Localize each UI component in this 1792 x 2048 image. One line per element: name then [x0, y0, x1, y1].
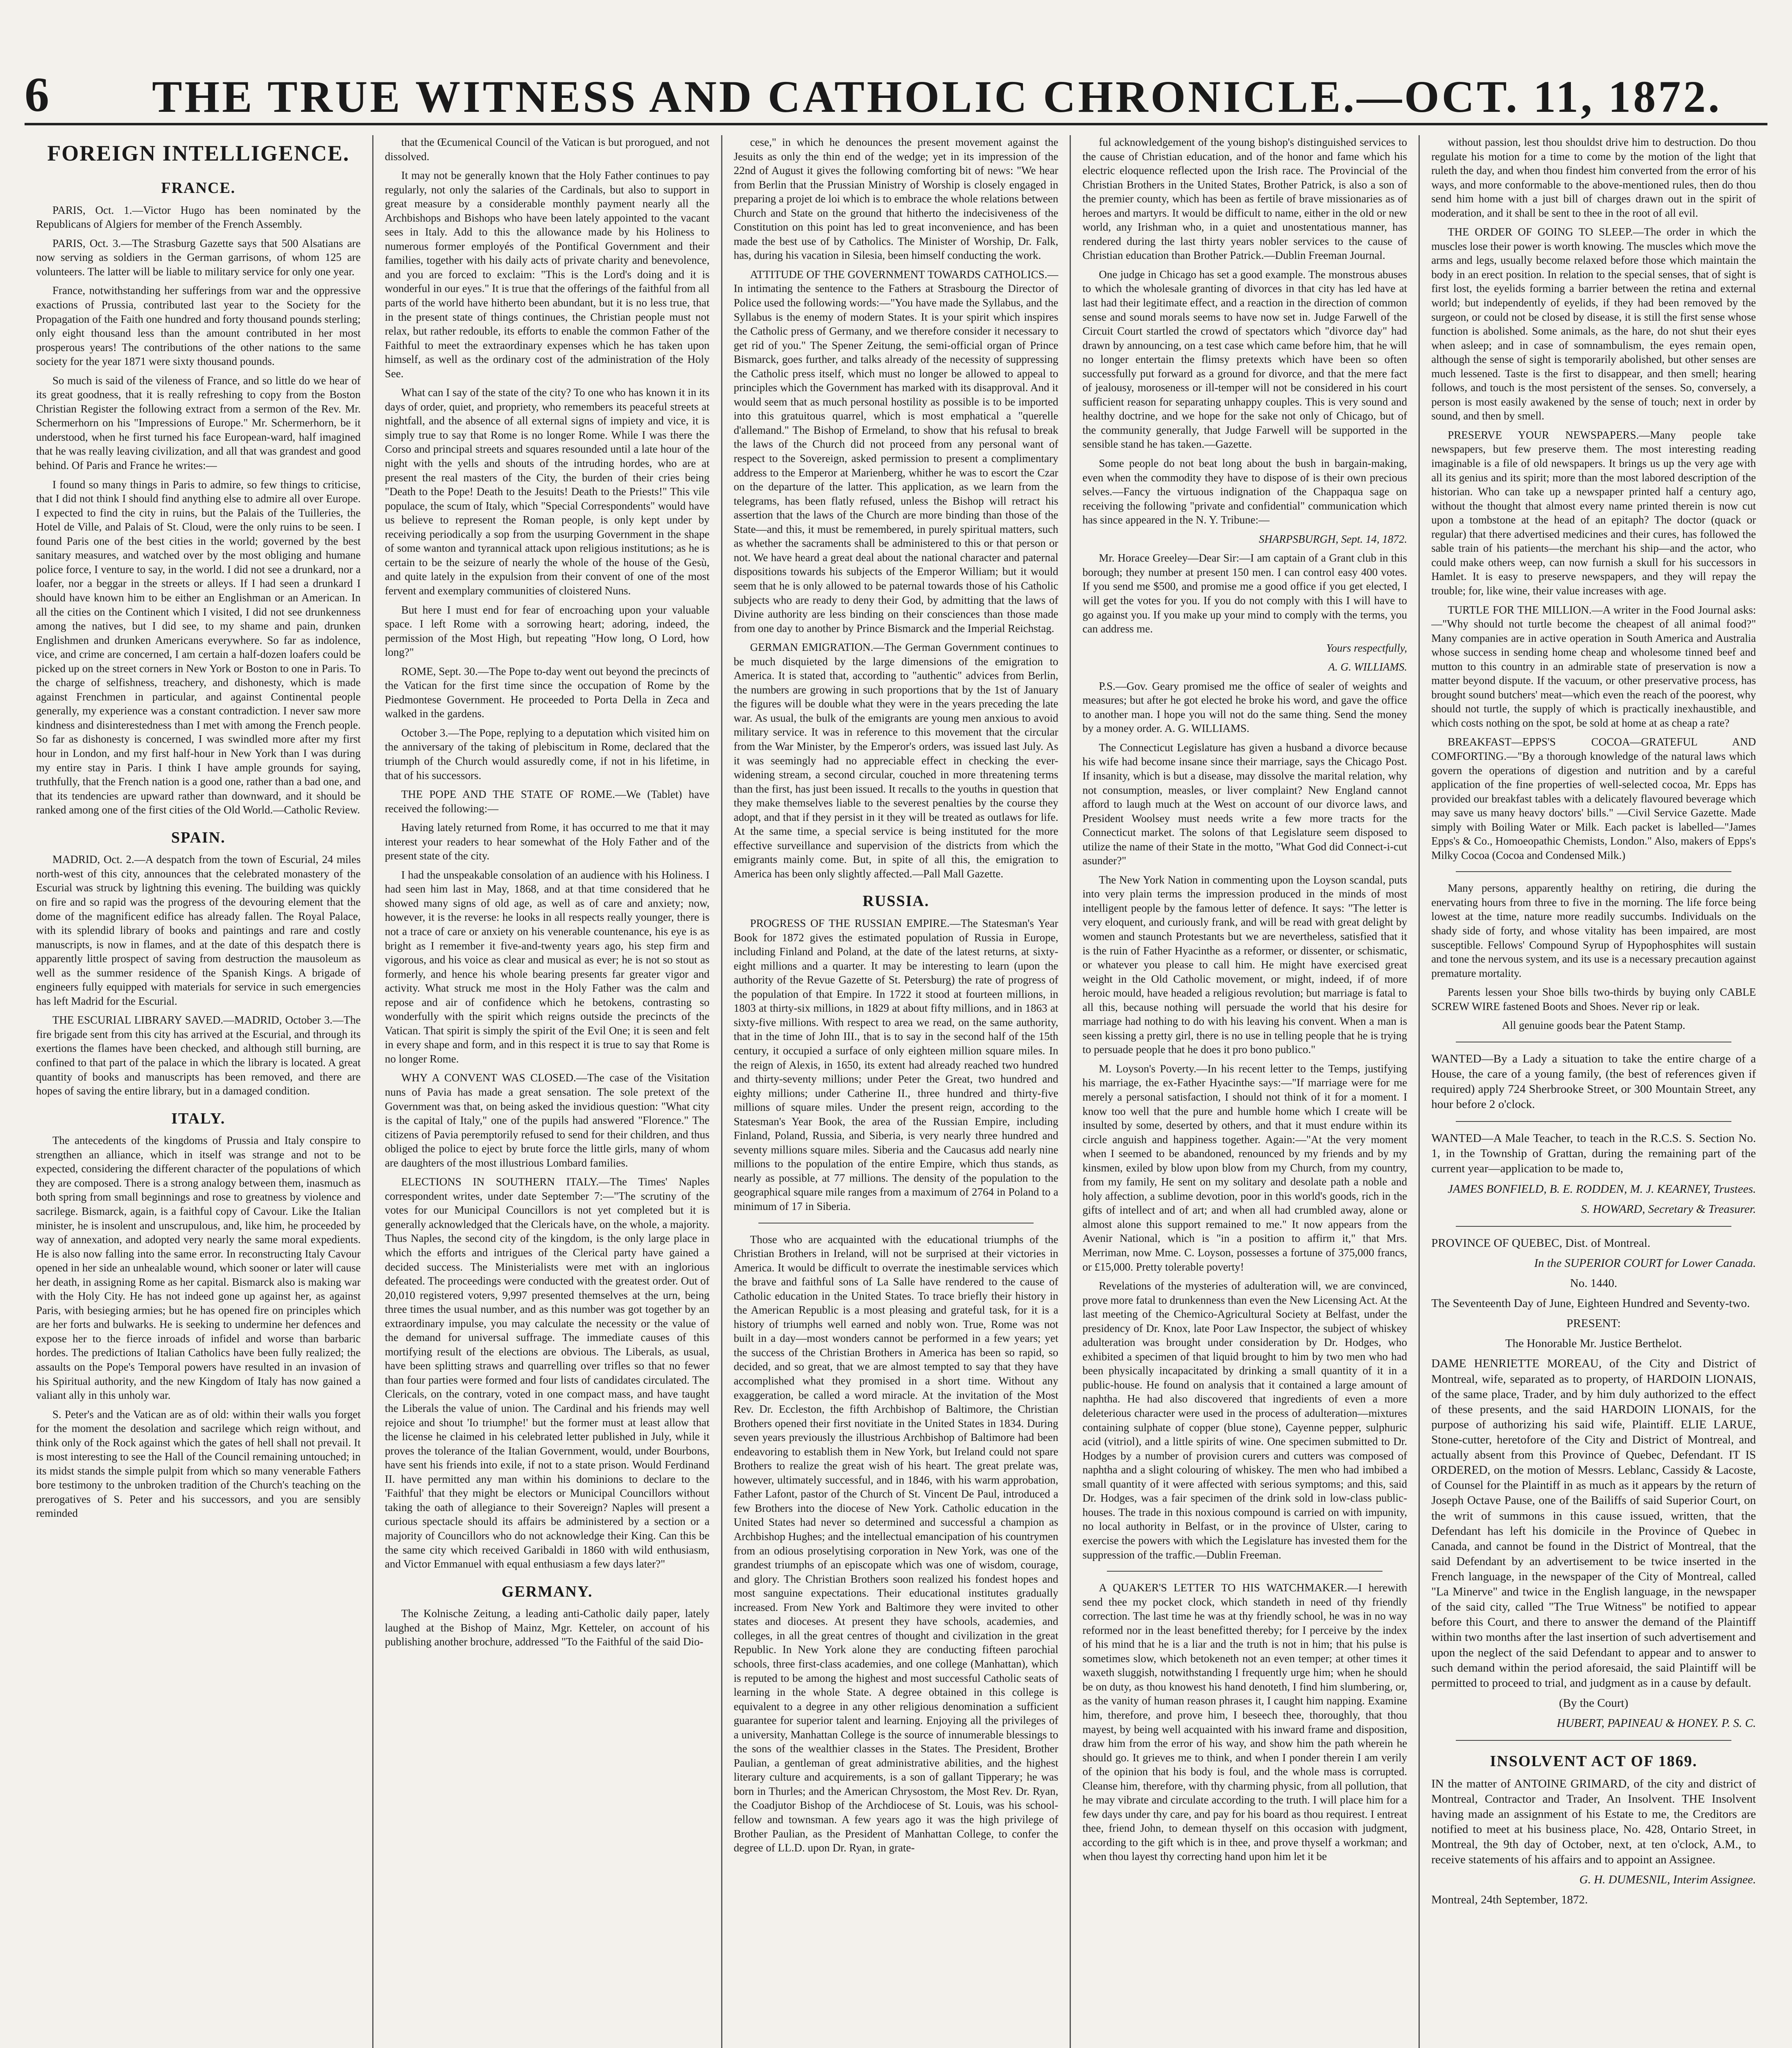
letter-signature: A. G. WILLIAMS. [1328, 661, 1407, 673]
column-4 [1071, 135, 1420, 2048]
court-province: PROVINCE OF QUEBEC, Dist. of Montreal. [1431, 1236, 1651, 1250]
article-paragraph: One judge in Chicago has set a good example. The monstrous abuses to which the wholesale granting of divorces in that city has led have at last had their legitimate effect, and a reaction in the direction of common sense and sound morals seems to have now set in. Judge Farwell of the Circuit Court startled the crowd of spectators which "divorce day" had drawn by announcing, on a test case which came before him, that he will no longer entertain the flimsy pretexts which have been so often successfully put forward as a ground for divorce, and that the mere fact of jealousy, moroseness or ill-temper will not be considered in his court sufficient reason for separating unhappy couples. This is very sound and healthy doctrine, and we hope for the sake not only of Chicago, but of the community generally, that Judge Farwell will be supported in the sensible stand he has taken.—Gazette. [1082, 268, 1407, 451]
article-paragraph: ful acknowledgement of the young bishop's distinguished services to the cause of Christian education, and of the honor and fame which his electric eloquence reflected upon the Irish race. The Provincial of the Christian Brothers in the United States, Brother Patrick, is also a son of the premier county, which has been as fertile of brave missionaries as of heroes and martyrs. It would be difficult to name, either in the old or new world, any Irishman who, in a quiet and unostentatious manner, has rendered during the last thirty years nobler services to the cause of Christian education than Brother Patrick.—Dublin Freeman Journal. [1082, 136, 1407, 262]
article-paragraph: P.S.—Gov. Geary promised me the office of sealer of weights and measures; but after he got elected he broke his word, and gave the office to another man. I hope you will not do the same thing. Send the money by a money order. A. G. WILLIAMS. [1082, 680, 1407, 735]
country-heading-italy: ITALY. [171, 1110, 226, 1127]
article-paragraph: GERMAN EMIGRATION.—The German Government continues to be much disquieted by the large dimensions of the emigration to America. It is stated that, according to "authentic" advices from Berlin, the numbers are growing in such proportions that by the 1st of January the figures will be double what they were in the years preceding the late war. As usual, the bulk of the emigrants are young men anxious to avoid military service. It was in reference to this movement that the circular from the War Minister, by the Emperor's orders, was issued last July. As it was seemingly had no appreciable effect in checking the ever-widening stream, a second circular, couched in more threatening terms than the first, has just been issued. It recalls to the youths in question that they make themselves liable to the severest penalties by the course they adopt, and that if they persist in it they will be treated as outlaws for life. At the same time, a special service is being instituted for the more effective surveillance and supervision of the districts from which the emigrants mainly come. But, in spite of all this, the emigration to America has been only slightly affected.—Pall Mall Gazette. [733, 641, 1059, 880]
insolvent-signature: G. H. DUMESNIL, Interim Assignee. [1579, 1873, 1756, 1887]
article-paragraph: THE ESCURIAL LIBRARY SAVED.—MADRID, October 3.—The fire brigade sent from this city has arrived at the Escurial, and through its exertions the flames have been checked, and although still burning, are confined to that part of the palace in which the library is located. A great quantity of books and manuscripts has been removed, and there are hopes of saving the entire library, but in a damaged condition. [36, 1014, 361, 1097]
ad-wanted-teacher: WANTED—A Male Teacher, to teach in the R.C.S. S. Section No. 1, in the Township of Grattan, during the remaining part of the current year—application to be made to, [1431, 1132, 1756, 1176]
article-paragraph: M. Loyson's Poverty.—In his recent letter to the Temps, justifying his marriage, the ex-Father Hyacinthe says:—"If marriage were for me merely a personal satisfaction, I should not think of it for a moment. I know too well that the pure and humble home which I create will be insulted by some, deserted by others, and that it must endure within its circle anguish and happiness together. Again:—"At the very moment when I seemed to be abandoned, renounced by my friends and by my kinsmen, exiled by blow upon blow from my Church, from my country, from my family, He sent on my solitary and desolate path a noble and holy affection, a sublime devotion, poor in this world's goods, rich in the gifts of intellect and of art; and when all had crumbled away, alone or almost alone this support remained to me." It now appears from the Avenir National, which is "in a position to affirm it," that Mrs. Merriman, now Mme. C. Loyson, possesses a fortune of 375,000 francs, or £15,000. Pretty tolerable poverty! [1082, 1062, 1407, 1273]
court-present: PRESENT: [1566, 1317, 1621, 1330]
ad-trustees: JAMES BONFIELD, B. E. RODDEN, M. J. KEARNEY, Trustees. [1448, 1182, 1756, 1196]
article-paragraph: France, notwithstanding her sufferings from war and the oppressive exactions of Prussia, contributed last year to the Society for the Propagation of the Faith one hundred and forty thousand pounds sterling; only eight thousand less than the amount contributed in her most prosperous years! The contributions of the other nations to the same society for the year 1871 were sixty thousand pounds. [36, 284, 361, 368]
article-paragraph: BREAKFAST—EPPS'S COCOA—GRATEFUL AND COMFORTING.—"By a thorough knowledge of the natural laws which govern the operations of digestion and nutrition and by a careful application of the fine properties of well-selected cocoa, Mr. Epps has provided our breakfast tables with a delicately flavoured beverage which may save us many heavy doctors' bills." —Civil Service Gazette. Made simply with Boiling Water or Milk. Each packet is labelled—"James Epps's & Co., Homoeopathic Chemists, London." Also, makers of Epps's Milky Cocoa (Cocoa and Condensed Milk.) [1431, 736, 1756, 861]
article-paragraph: I had the unspeakable consolation of an audience with his Holiness. I had seen him last in May, 1868, and at that time considered that he showed many signs of old age, as well as of care and anxiety; now, however, it is the reverse: he looks in all respects really younger, there is not a trace of care or anxiety on his venerable countenance, his eye is as bright as I remember it five-and-twenty years ago, his step firm and vigorous, and his voice as clear and musical as ever; he is not so stout as formerly, and hence his whole bearing presents far greater vigor and activity. What struck me most in the Holy Father was the calm and repose and air of confidence which he betokens, contrasting so wonderfully with the spirit which reigns outside the precincts of the Vatican. That spirit is simply the spirit of the Evil One; it is seen and felt in every shape and form, and in this respect it is true to say that Rome is no longer Rome. [385, 868, 710, 1065]
article-paragraph: Some people do not beat long about the bush in bargain-making, even when the commodity they have to dispose of is their own precious selves.—Fancy the virtuous indignation of the Chappaqua sage on receiving the following "private and confidential" communication which has since appeared in the N. Y. Tribune:— [1082, 457, 1407, 526]
article-paragraph: The Connecticut Legislature has given a husband a divorce because his wife had become insane since their marriage, says the Chicago Post. If insanity, which is but a disease, may dissolve the marital relation, why not consumption, measles, or liver complaint? New England cannot afford to laugh much at the West on account of our divorce laws, and President Woolsey must needs write a few more tracts for the Connecticut market. The solons of that Legislature seem disposed to utilize the name of their State in the motto, "What God did Connect-i-cut asunder?" [1082, 741, 1407, 867]
court-signature: HUBERT, PAPINEAU & HONEY. P. S. C. [1557, 1716, 1756, 1730]
article-paragraph: The antecedents of the kingdoms of Prussia and Italy conspire to strengthen an alliance, which in itself was strange and not to be expected, considering the different character of the populations of which they are composed. There is a strong analogy between them, inasmuch as both spring from small beginnings and rose to greatness by violence and sacrilege. Bismarck, again, is a faithful copy of Cavour. Like the Italian minister, he is insolent and unscrupulous, and, like him, he proceeded by way of annexation, and adopted very nearly the same moral expedients. He is also now falling into the same error. In reconstructing Italy Cavour opened in her side an unhealable wound, which sooner or later will cause her death, in assigning Rome as her capital. Bismarck also is making war with the Holy City. He has not indeed gone up against her, as against Paris, with besieging armies; but he has opened fire on principles which are her forts and bulwarks. He is seeking to undermine her defences and expose her to the fierce inroads of infidel and worse than barbaric hordes. The predictions of Italian Catholics have been fully realized; the assaults on the Pope's Temporal powers have resulted in an invasion of his Spiritual authority, and the new Kingdom of Italy has now gained a valiant ally in this unholy war. [36, 1134, 361, 1402]
article-paragraph: ELECTIONS IN SOUTHERN ITALY.—The Times' Naples correspondent writes, under date September 7:—"The scrutiny of the votes for our Municipal Councillors is not yet completed but it is generally acknowledged that the Clericals have, on the whole, a majority. Thus Naples, the second city of the kingdom, is the only large place in which the efforts and intrigues of the Clerical party have gained a decided success. The Ministerialists were met with an inglorious defeated. The proceedings were conducted with the greatest order. Out of 20,010 registered voters, 9,997 presented themselves at the urn, being three times the usual number, and as this number was got together by an extraordinary impulse, you may calculate the necessity or the value of the demand for universal suffrage. The immediate causes of this mortifying result of the elections are obvious. The Liberals, as usual, have been splitting straws and quarrelling over trifles so that no fewer than four parties were formed and four lists of candidates circulated. The Clericals, on the contrary, voted in one compact mass, and have taught the Liberals the value of union. The Cardinal and his friends may well rejoice and shout 'Io triumphe!' but the former must at least allow that the license he claimed in his celebrated letter published in July, while it proves the tolerance of the Italian Government, would, under Bourbons, have sent his friends into exile, if not to a state prison. Would Ferdinand II. have permitted any man within his dominions to declare to the 'Faithful' that they might be electors or Municipal Councillors without taking the oath of allegiance to their Sovereign? Naples will present a curious spectacle should its affairs be administered by a section or a majority of Councillors who do not acknowledge their King. Can this be the same city which received Garibaldi in 1860 with wild enthusiasm, and Victor Emmanuel with equal enthusiasm a few days later?" [385, 1176, 710, 1570]
column-3 [722, 135, 1071, 2048]
article-paragraph: So much is said of the vileness of France, and so little do we hear of its great goodness, that it is really refreshing to copy from the Boston Christian Register the following extract from a sermon of the Rev. Mr. Schermerhorn on his "Impressions of Europe." Mr. Schermerhorn, be it understood, when he first turned his face European-ward, half imagined that he was really leaving civilization, and all that was grandest and good behind. Of Paris and France he writes:— [36, 374, 361, 472]
article-paragraph: THE ORDER OF GOING TO SLEEP.—The order in which the muscles lose their power is worth knowing. The muscles which move the arms and legs, usually become relaxed before those which maintain the body in an erect position. In relation to the special senses, that of sight is first lost, the eyelids forming a barrier between the retina and external world; but independently of eyelids, if they had been removed by the surgeon, or could not be closed by disease, it is still the first sense whose function is abolished. Some animals, as the hare, do not shut their eyes when asleep; and in case of somnambulism, the eyes remain open, although the sense of sight is temporarily abolished, but other senses are much lessened. Taste is the first to disappear, and then smell; hearing follows, and touch is the most persistent of the senses. So, conversely, a person is most easily awakened by the sense of touch; next in order by sound, and then by smell. [1431, 226, 1756, 422]
court-judge: The Honorable Mr. Justice Berthelot. [1505, 1337, 1682, 1350]
article-paragraph: PARIS, Oct. 3.—The Strasburg Gazette says that 500 Alsatians are now serving as soldiers in the German garrisons, of whom 125 are volunteers. The latter will be liable to military service for only one year. [36, 237, 361, 278]
column-2 [373, 135, 722, 2048]
article-paragraph: Revelations of the mysteries of adulteration will, we are convinced, prove more fatal to drunkenness than even the New Licensing Act. At the last meeting of the Chemico-Agricultural Society at Belfast, under the presidency of Dr. Knox, late Poor Law Inspector, the subject of whiskey adulteration was brought under consideration by Dr. Hodges, who exhibited a specimen of that liquid brought to him by two men who had been physically incapacitated by drinking a small quantity of it in a public-house. He found on analysis that it contained a large amount of naphtha. He had also discovered that ingredients of even a more deleterious character were used in the process of adulteration—mixtures containing sulphate of copper (blue stone), Cayenne pepper, sulphuric acid (vitriol), and a little spirits of wine. One specimen submitted to Dr. Hodges by a number of provision curers and cutters was composed of naphtha and a slight colouring of whiskey. The men who had imbibed a small quantity of it were affected with serious symptoms; and this, said Dr. Hodges, was a fair specimen of the drink sold in low-class public-houses. The trade in this noxious compound is carried on with impunity, no local authority in Belfast, or in the province of Ulster, caring to exercise the powers with which the Legislature has invested them for the suppression of the traffic.—Dublin Freeman. [1082, 1280, 1407, 1561]
country-heading-france: FRANCE. [161, 179, 236, 197]
court-by: (By the Court) [1559, 1696, 1629, 1710]
divider [1456, 1226, 1731, 1227]
newspaper-title: THE TRUE WITNESS AND CATHOLIC CHRONICLE.—OCT. 11, 1872. [152, 72, 1722, 122]
article-paragraph: A QUAKER'S LETTER TO HIS WATCHMAKER.—I herewith send thee my pocket clock, which standeth in need of thy friendly correction. The last time he was at thy friendly school, he was in no way reformed nor in the least benefitted thereby; for I perceive by the index of his mind that he is a liar and the truth is not in him; that his pulse is sometimes slow, which betokeneth not an even temper; at other times it waxeth sluggish, notwithstanding I frequently urge him; when he should be on duty, as thou knowest his hand denoteth, I find him slumbering, or, as the vanity of human reason phrases it, I caught him napping. Examine him, therefore, and prove him, I beseech thee, thoroughly, that thou mayest, by being well acquainted with his inward frame and disposition, draw him from the error of his way, and show him the path wherein he should go. It grieves me to think, and when I ponder therein I am verily of the opinion that his body is foul, and the whole mass is corrupted. Cleanse him, therefore, with thy charming physic, from all pollution, that he may vibrate and circulate according to the truth. I will place him for a few days under thy care, and pay for his board as thou requirest. I entreat thee, friend John, to demean thyself on this occasion with judgment, according to the gift which is in thee, and prove thyself a workman; and when thou layest thy correcting hand upon him let it be [1082, 1581, 1407, 1863]
page-number: 6 [25, 67, 49, 122]
article-paragraph: Those who are acquainted with the educational triumphs of the Christian Brothers in Ireland, will not be surprised at their victories in America. It would be difficult to overrate the inestimable services which the brave and faithful sons of La Salle have rendered to the cause of Catholic education in the United States. To trace briefly their history in the American Republic is a most pleasing and grateful task, for it is a history of triumphs well earned and nobly won. True, Rome was not built in a day—most wonders cannot be performed in a few years; yet the success of the Christian Brothers in America has been so rapid, so decided, and so great, that we are almost tempted to say that they have accomplished what they promised in a short time. Without any exaggeration, be called a word miracle. At the invitation of the Most Rev. Dr. Eccleston, the fifth Archbishop of Baltimore, the Christian Brothers opened their first novitiate in the United States in 1834. During seven years previously the illustrious Archbishop of Baltimore had been endeavoring to establish them in New York, but Ireland could not spare Brothers to realize the great wish of his heart. The great prelate was, however, ultimately successful, and in 1846, with his warm approbation, Father Lafont, pastor of the Church of St. Vincent De Paul, introduced a few Brothers into the diocese of New York. Catholic education in the United States had never so determined and successful a champion as Archbishop Hughes; and the intellectual emancipation of his countrymen from an odious proselytising corporation in New York, was one of the grandest triumphs of an episcopate which was one of wisdom, courage, and glory. The Christian Brothers soon realized his fondest hopes and most sanguine expectations. Their educational institutes gradually increased. From New York and Baltimore they were invited to other states and dioceses. At present they have schools, academies, and colleges, in all the great centres of thought and civilization in the great Republic. In New York alone they are conducting fifteen parochial schools, three first-class academies, and one college (Manhattan), which is reputed to be among the highest and most successful Catholic seats of learning in the whole State. A degree obtained in this college is equivalent to a degree in any other religious denomination a sufficient guarantee for superior talent and learning. Enjoying all the privileges of a university, Manhattan College is the source of innumerable blessings to the sons of the wealthier classes in the States. The President, Brother Paulian, a gentleman of great administrative abilities, and the highest literary culture and acquirements, is a son of gallant Tipperary; he was born in Thurles; and the American Chrysostom, the Most Rev. Dr. Ryan, the Coadjutor Bishop of the Archdiocese of St. Louis, was his school-fellow and townsman. A few years ago it was the high privilege of Brother Paulian, as the President of Manhattan College, to confer the degree of LL.D. upon Dr. Ryan, in grate- [733, 1233, 1059, 1854]
article-paragraph: MADRID, Oct. 2.—A despatch from the town of Escurial, 24 miles north-west of this city, announces that the celebrated monastery of the Escurial was struck by lightning this evening. The building was quickly on fire and so rapid was the progress of the devouring element that the dome of the magnificent edifice has already fallen. The Royal Palace, with its splendid library of books and paintings and rare and costly manuscripts, is now in flames, and at the date of this despatch there is apparently little prospect of saving from destruction the mausoleum as well as the summer residence of the Spanish Kings. A brigade of engineers fully equipped with materials for service in such emergencies has left Madrid for the Escurial. [36, 853, 361, 1007]
article-paragraph: Mr. Horace Greeley—Dear Sir:—I am captain of a Grant club in this borough; they number at present 150 men. I can control easy 400 votes. If you send me $500, and promise me a good office if you get elected, I will get the votes for you. If you do not comply with this I will have to go against you. If you make up your mind to comply with the terms, you can address me. [1082, 552, 1407, 635]
country-heading-russia: RUSSIA. [862, 893, 930, 910]
article-paragraph: TURTLE FOR THE MILLION.—A writer in the Food Journal asks:—"Why should not turtle become the cheapest of all animal food?" Many companies are in active operation in South America and Australia whose success in sending home cheap and wholesome tinned beef and mutton to this country in an admirable state of preservation is now a matter beyond dispute. If the vacuum, or other preservative process, has brought sound butchers' meat—which even the reach of the poorest, why should not turtle, the supply of which is practically inexhaustible, and which costs nothing on the spot, be sold at home at as cheap a rate? [1431, 603, 1756, 729]
article-paragraph: All genuine goods bear the Patent Stamp. [1502, 1019, 1686, 1032]
divider [1456, 871, 1731, 872]
column-1 [25, 135, 373, 2048]
article-paragraph: PRESERVE YOUR NEWSPAPERS.—Many people take newspapers, but few preserve them. The most interesting reading imaginable is a file of old newspapers. It brings us up the very age with all its genius and its spirit; more than the most labored description of the historian. Who can take up a newspaper printed half a century ago, without the thought that almost every name printed therein is now cut upon a tombstone at the head of an epitaph? The doctor (quack or regular) that there advertised medicines and their cures, has followed the sable train of his patients—the merchant his ship—and the actor, who could make others weep, can now furnish a skull for his successors in Hamlet. It is easy to preserve newspapers, and they will repay the trouble; for, like wine, their value increases with age. [1431, 428, 1756, 597]
divider [1107, 1571, 1382, 1572]
article-paragraph: that the Œcumenical Council of the Vatican is but prorogued, and not dissolved. [385, 136, 710, 163]
ad-secretary: S. HOWARD, Secretary & Treasurer. [1581, 1202, 1756, 1216]
country-heading-spain: SPAIN. [171, 829, 226, 846]
court-body: DAME HENRIETTE MOREAU, of the City and District of Montreal, wife, separated as to property, of HARDOIN LIONAIS, of the same place, Trader, and by him duly authorized to the effect of these presents, and the said HARDOIN LIONAIS, for the purpose of authorizing his said wife, Plaintiff. ELIE LARUE, Stone-cutter, heretofore of the City and District of Montreal, and actually absent from this Province of Quebec, Defendant. IT IS ORDERED, on the motion of Messrs. Leblanc, Cassidy & Lacoste, of Counsel for the Plaintiff in as much as it appears by the return of Joseph Octave Pause, one of the Bailiffs of said Superior Court, on the writ of summons in this cause issued, written, that the Defendant has left his domicile in the Province of Quebec in Canada, and cannot be found in the District of Montreal, that the said Defendant by an advertisement to be twice inserted in the French language, in the newspaper of the City of Montreal, called "La Minerve" and twice in the English language, in the newspaper of the said city, called "The True Witness" be notified to appear before this Court, and there to answer the demand of the Plaintiff within two months after the last insertion of such advertisement and upon the neglect of the said Defendant to appear and to answer to such demand within the period aforesaid, the said Plaintiff will be permitted to proceed to trial, and judgment as in a cause by default. [1431, 1357, 1756, 1690]
divider [1456, 1740, 1731, 1741]
classified-ads [1431, 1051, 1756, 1908]
insolvent-heading: INSOLVENT ACT OF 1869. [1490, 1753, 1697, 1770]
court-date: The Seventeenth Day of June, Eighteen Hundred and Seventy-two. [1431, 1297, 1750, 1310]
country-heading-germany: GERMANY. [501, 1583, 593, 1600]
insolvent-body: IN the matter of ANTOINE GRIMARD, of the city and district of Montreal, Contractor and Trader, An Insolvent. THE Insolvent having made an assignment of his Estate to me, the Creditors are notified to meet at his business place, No. 428, Ontario Street, in Montreal, the 9th day of October, next, at ten o'clock, A.M., to receive statements of his affairs and to appoint an Assignee. [1431, 1777, 1756, 1867]
article-paragraph: October 3.—The Pope, replying to a deputation which visited him on the anniversary of the taking of plebiscitum in Rome, declared that the triumph of the Church would assuredly come, if not in his lifetime, in that of his successors. [385, 726, 710, 782]
insolvent-date: Montreal, 24th September, 1872. [1431, 1893, 1588, 1907]
article-paragraph: S. Peter's and the Vatican are as of old: within their walls you forget for the moment the desolation and sacrilege which reign without, and think only of the Rock against which the gates of hell shall not prevail. It is most interesting to see the Hall of the Council remaining untouched; in its midst stands the simple pulpit from which so many venerable Fathers bore testimony to the unbroken tradition of the Church's teaching on the prerogatives of S. Peter and his successors, and you are sensibly reminded [36, 1408, 361, 1520]
article-paragraph: The New York Nation in commenting upon the Loyson scandal, puts into very plain terms the impression produced in the minds of most intelligent people by the famous letter of defence. It says: "The letter is very eloquent, and curiously frank, and will be read with great delight by women and staunch Protestants but we are nevertheless, satisfied that it is the ruin of Father Hyacinthe as a reformer, or dissenter, or schismatic, or whatever you please to call him. He might have exercised great weight in the Old Catholic movement, or might, indeed, if of more heroic mould, have headed a religious revolution; but marriage is fatal to all this, because nothing will persuade the world that his desire for marriage had nothing to do with his leaving his convent. When a man is seen kissing a pretty girl, there is no use in telling people that he is trying to persuade people that he does it pro bono publico." [1082, 873, 1407, 1056]
court-name: In the SUPERIOR COURT for Lower Canada. [1534, 1256, 1756, 1270]
section-heading: FOREIGN INTELLIGENCE. [47, 141, 350, 165]
article-paragraph: PROGRESS OF THE RUSSIAN EMPIRE.—The Statesman's Year Book for 1872 gives the estimated population of Russia in Europe, including Finland and Poland, at the date of the latest returns, at sixty-eight millions and a quarter. It may be interesting to learn (upon the authority of the Revue Gazette of St. Petersburg) the rate of progress of the population of that Empire. In 1722 it stood at fourteen millions, in 1803 at thirty-six millions, in 1829 at about fifty millions, and in 1863 at sixty-five millions. With respect to area we read, on the same authority, that in the time of John III., that is to say in the second half of the 15th century, it occupied a surface of only eighteen million square miles. In the reign of Alexis, in 1650, its extent had already reached two hundred and thirty-seventy millions; under Peter the Great, two hundred and eighty millions; under Catherine II., three hundred and thirty-five millions of square miles. Under the present reign, according to the Statesman's Year Book, the area of the Russian Empire, including Finland, Poland, Russia, and Siberia, is very nearly three hundred and seventy millions square miles. Siberia and the Caucasus add nearly nine millions to the population of the entire Empire, which thus stands, as nearly as possible, at 77 millions. The density of the population to the geographical square mile ranges from a maximum of 2764 in Poland to a minimum of 17 in Siberia. [733, 917, 1059, 1212]
divider [1456, 1121, 1731, 1122]
article-paragraph: The Kolnische Zeitung, a leading anti-Catholic daily paper, lately laughed at the Bishop of Mainz, Mgr. Ketteler, on account of his publishing another brochure, addressed "To the Faithful of the said Dio- [385, 1607, 710, 1648]
article-paragraph: ATTITUDE OF THE GOVERNMENT TOWARDS CATHOLICS.—In intimating the sentence to the Fathers at Strasbourg the Director of Police used the following words:—"You have made the Syllabus, and the Syllabus is the enemy of modern States. It is your spirit which inspires the Catholic press of Germany, and we therefore consider it necessary to get rid of you." The Spener Zeitung, the semi-official organ of Prince Bismarck, goes further, and talks already of the necessity of suppressing the Catholic press itself, which must no longer be allowed to appeal to principles which the Government has marked with its disapproval. And it would seem that as much personal hostility as possible is to be imported into this gratuitous quarrel, which is most emphatical a "querelle d'allemand." The Bishop of Ermeland, to show that his refusal to break the laws of the Church did not proceed from any personal want of respect to the Sovereign, asked permission to present a complimentary address to the Emperor at Marienberg, whither he was to escort the Czar on the departure of the latter. This application, as we learn from the telegrams, has been flatly refused, unless the Bishop will retract his assertion that the laws of the Church are more binding than those of the State—and this, it must be remembered, in purely spiritual matters, such as whether the sacraments shall be administered to this or that person or not. We have heard a great deal about the national character and paternal dispositions towards his subjects of the Emperor William; but it would seem that he is only allowed to be paternal towards those of his Catholic subjects who are ready to deny their God, by admitting that the laws of Divine authority are less binding on their consciences than those made from one day to another by Prince Bismarck and the Imperial Reichstag. [733, 268, 1059, 634]
article-paragraph: WHY A CONVENT WAS CLOSED.—The case of the Visitation nuns of Pavia has made a great sensation. The sole pretext of the Government was that, on being asked the invidious question: "What city is the capital of Italy," one of the pupils had answered "Florence." The citizens of Pavia peremptorily refused to send for their children, and thus obliged the police to eject by brute force the little girls, many of whom are daughters of the most illustrious Lombard families. [385, 1072, 710, 1169]
article-paragraph: Having lately returned from Rome, it has occurred to me that it may interest your readers to hear somewhat of the Holy Father and of the present state of the city. [385, 821, 710, 862]
article-paragraph: What can I say of the state of the city? To one who has known it in its days of order, quiet, and propriety, who remembers its peaceful streets at nightfall, and the absence of all external signs of impiety and vice, it is simply true to say that Rome is no longer Rome. While I was there the Corso and principal streets and squares resounded until a late hour of the night with the yells and shouts of the intruding hordes, who are at present the real masters of the City, the burden of their cries being "Death to the Pope! Death to the Jesuits! Death to the Priests!" This vile populace, the scum of Italy, which "Special Correspondents" would have us believe to represent the Roman people, is only kept under by receiving periodically a sop from the usurping Government in the shape of some wanton and tyrannical attack upon religious institutions; as he is certain to be the seizure of nearly the whole of the house of the Gesù, and quite lately in the expulsion from their convent of one of the most fervent and exemplary communities of cloistered Nuns. [385, 386, 710, 597]
article-paragraph: But here I must end for fear of encroaching upon your valuable space. I left Rome with a sorrowing heart; adoring, indeed, the permission of the Most High, but repeating "How long, O Lord, how long?" [385, 603, 710, 659]
masthead [25, 61, 1767, 125]
letter-closing: Yours respectfully, [1326, 641, 1407, 654]
article-paragraph: PARIS, Oct. 1.—Victor Hugo has been nominated by the Republicans of Algiers for member of the French Assembly. [36, 204, 361, 231]
article-paragraph: cese," in which he denounces the present movement against the Jesuits as only the thin end of the wedge; yet in its impression of the 22nd of August it gives the following comforting bit of news: "We hear from Berlin that the Prussian Ministry of Worship is closely engaged in preparing a projet de loi which is to embrace the whole relations between Church and State on the ground that hitherto the indecisiveness of the Constitution on this point has led to great inconvenience, and has been made the best use of by Catholics. The Minister of Worship, Dr. Falk, has, during his vacation in Silesia, been himself conducting the work. [733, 136, 1059, 262]
article-columns [25, 135, 1767, 2048]
article-paragraph: Parents lessen your Shoe bills two-thirds by buying only CABLE SCREW WIRE fastened Boots and Shoes. Never rip or leak. [1431, 986, 1756, 1013]
article-paragraph: without passion, lest thou shouldst drive him to destruction. Do thou regulate his motion for a time to come by the motion of the light that ruleth the day, and when thou findest him converted from the error of his ways, and more conformable to the above-mentioned rules, then do thou send him home with a just bill of charges drawn out in the spirit of moderation, and it shall be sent to thee in the root of all evil. [1431, 136, 1756, 219]
article-paragraph: THE POPE AND THE STATE OF ROME.—We (Tablet) have received the following:— [385, 788, 710, 815]
column-5 [1420, 135, 1767, 2048]
court-number: No. 1440. [1570, 1277, 1618, 1290]
letter-dateline: SHARPSBURGH, Sept. 14, 1872. [1258, 532, 1407, 545]
article-paragraph: Many persons, apparently healthy on retiring, die during the enervating hours from three to five in the morning. The life force being lowest at the time, nature more readily succumbs. Individuals on the shady side of forty, and whose vitality has been impaired, are most susceptible. Fellows' Compound Syrup of Hypophosphites will sustain and tone the nervous system, and its use is a necessary precaution against premature mortality. [1431, 882, 1756, 979]
article-paragraph: It may not be generally known that the Holy Father continues to pay regularly, not only the salaries of the Cardinals, but also to support in great measure by a considerable monthly payment nearly all the Archbishops and Bishops who have been lately appointed to the vacant sees in Italy. Add to this the allowance made by his Holiness to numerous former employés of the Pontifical Government and their families, together with his daily acts of private charity and benevolence, and you are forced to exclaim: "This is the Lord's doing and it is wonderful in our eyes." It is true that the offerings of the faithful from all parts of the world have hitherto been abundant, but it is no less true, that in the present state of things continues, the Christian people must not relax, but rather redouble, its efforts to enable the common Father of the Faithful to meet the extraordinary expenses which he has taken upon himself, as well as the ordinary cost of the administration of the Holy See. [385, 169, 710, 380]
ad-wanted-lady: WANTED—By a Lady a situation to take the entire charge of a House, the care of a young family, (the best of references given if required) apply 724 Sherbrooke Street, or 300 Mountain Street, any hour before 2 o'clock. [1431, 1052, 1756, 1111]
article-paragraph: ROME, Sept. 30.—The Pope to-day went out beyond the precincts of the Vatican for the first time since the occupation of Rome by the Piedmontese Government. He proceeded to Porta Della in Zeca and walked in the gardens. [385, 665, 710, 720]
article-paragraph: I found so many things in Paris to admire, so few things to criticise, that I did not think I should find anything else to admire all over Europe. I expected to find the city in ruins, but the Palais of the Tuilleries, the Hotel de Ville, and Palais of St. Cloud, were the only ruins to be seen. I found Paris one of the best cities in the world; governed by the best sanitary measures, and watched over by the most obliging and humane police force, I venture to say, in the world. I did not see a drunkard, nor a loafer, nor a beggar in the streets or alleys. If I had seen a drunkard I should have known him to be either an Englishman or an American. In all the cities on the Continent which I visited, I did not see drunkenness among the natives, but I did see, to my shame and pain, drunken Englishmen and drunken Americans everywhere. So far as indolence, vice, and crime are concerned, I am certain a half-dozen loafers could be picked up on the street corners in New York or Boston to one in Paris. To the charge of selfishness, treachery, and dishonesty, which is made against Frenchmen in particular, and against Continental people generally, my experience was a constant contradiction. I never saw more kindness and disinterestedness than I met with among the French people. So far as dishonesty is concerned, I was swindled more after my first hour in London, and my first half-hour in New York than I was during my entire stay in Paris. I think I have ample grounds for saying, truthfully, that the French nation is a good one, rather than a bad one, and that its tendencies are upward rather than downward, and it should be ranked among one of the first cities of the Old World.—Catholic Review. [36, 478, 361, 816]
